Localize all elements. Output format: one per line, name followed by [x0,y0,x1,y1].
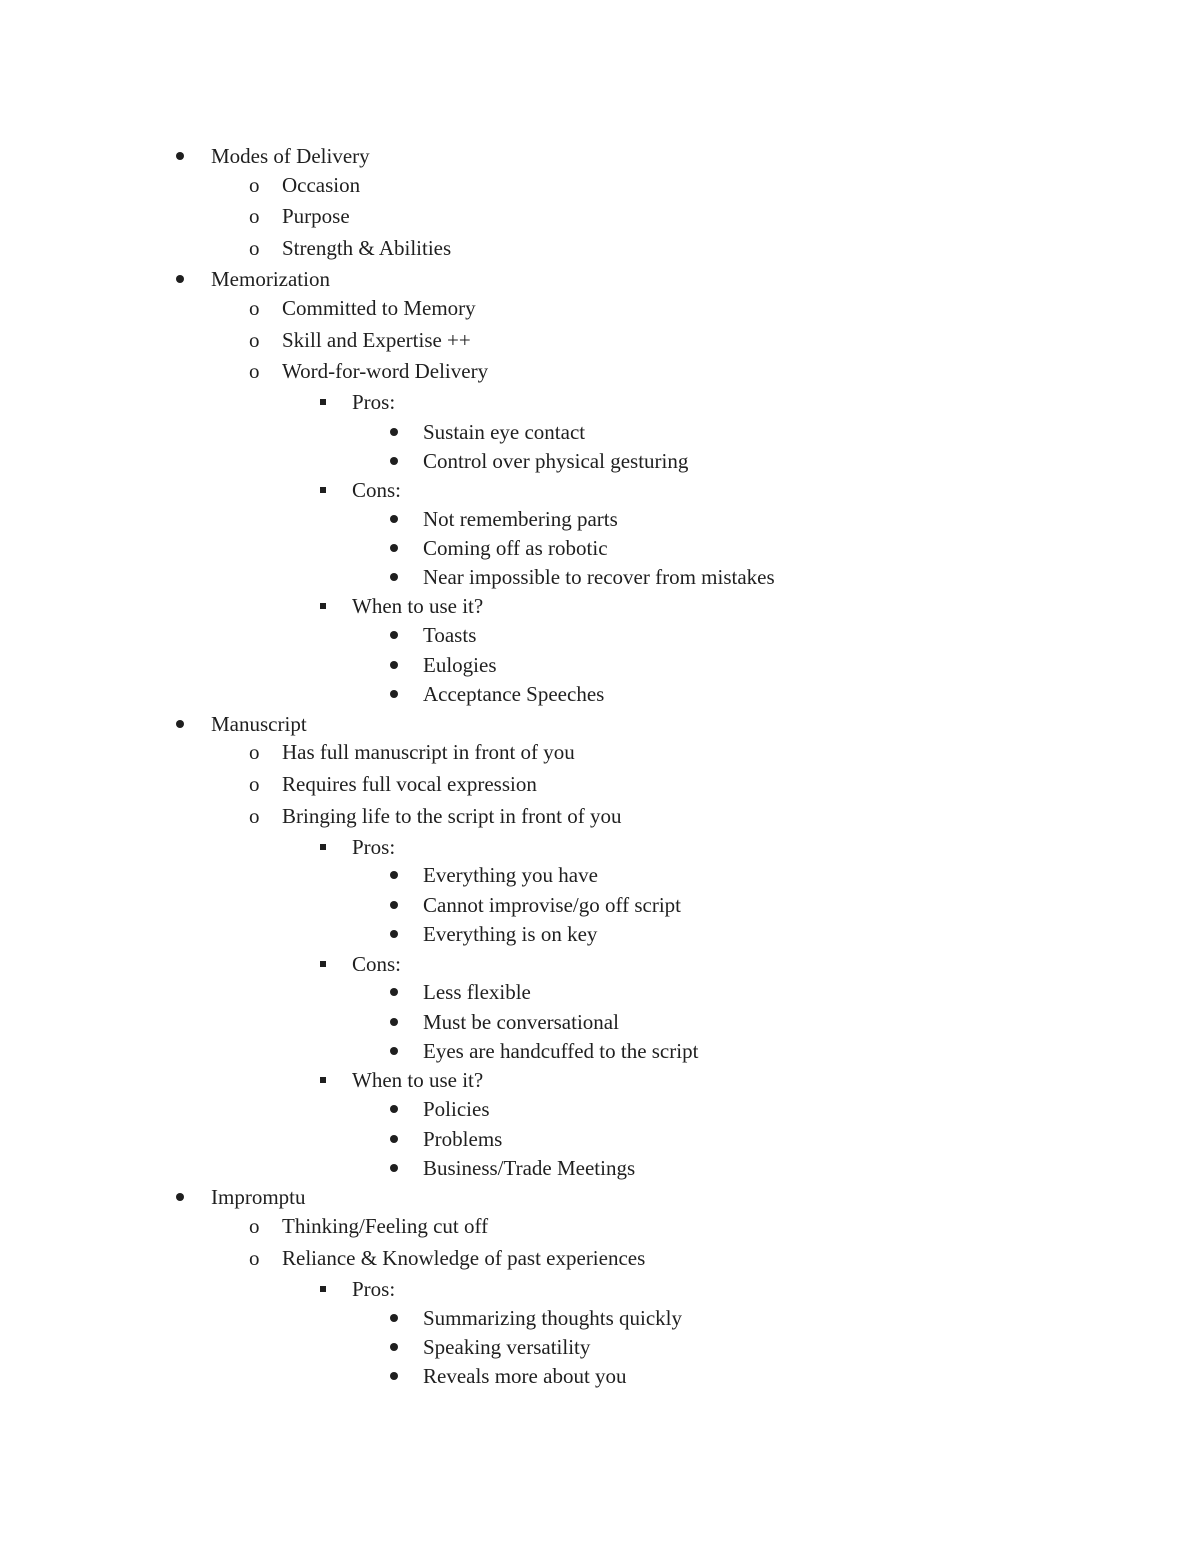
bullet-dot-icon [390,1135,398,1143]
bullet-square-icon [320,1286,326,1292]
outline-item-text: Reveals more about you [423,1364,627,1388]
bullet-circle-icon: o [249,740,260,764]
outline-item-text: Has full manuscript in front of you [282,740,575,764]
bullet-circle-icon: o [249,359,260,383]
bullet-dot-icon [390,1105,398,1113]
bullet-circle-icon: o [249,772,260,796]
outline-item-text: Less flexible [423,980,531,1004]
outline-item-text: Not remembering parts [423,507,618,531]
outline-item-text: Everything is on key [423,922,598,946]
bullet-dot-icon [176,152,184,160]
bullet-dot-icon [390,428,398,436]
bullet-dot-icon [390,1164,398,1172]
bullet-square-icon [320,961,326,967]
bullet-circle-icon: o [249,328,260,352]
outline-item-text: Cons: [352,952,402,976]
bullet-dot-icon [390,690,398,698]
outline-item-text: Word-for-word Delivery [282,359,489,383]
outline-item-text: Eulogies [423,653,497,677]
outline-item-text: Reliance & Knowledge of past experiences [282,1246,646,1270]
outline-item-text: Policies [423,1097,490,1121]
outline-item-text: Near impossible to recover from mistakes [423,565,775,589]
bullet-dot-icon [390,1047,398,1055]
outline-item-text: Speaking versatility [423,1335,591,1359]
outline-item-text: Cannot improvise/go off script [423,893,681,917]
outline-item-text: Summarizing thoughts quickly [423,1306,682,1330]
outline-item-text: Problems [423,1127,503,1151]
outline-item-text: Bringing life to the script in front of you [282,804,622,828]
outline-item-text: Coming off as robotic [423,536,608,560]
outline-item-text: Purpose [282,204,350,228]
outline-item-text: Memorization [211,267,330,291]
bullet-circle-icon: o [249,204,260,228]
bullet-dot-icon [390,1343,398,1351]
bullet-dot-icon [390,1018,398,1026]
outline-item-text: Requires full vocal expression [282,772,537,796]
bullet-circle-icon: o [249,236,260,260]
bullet-square-icon [320,487,326,493]
outline-item-text: Control over physical gesturing [423,449,689,473]
bullet-dot-icon [390,930,398,938]
bullet-square-icon [320,1077,326,1083]
bullet-dot-icon [390,901,398,909]
bullet-square-icon [320,399,326,405]
bullet-dot-icon [390,573,398,581]
outline-item-text: Everything you have [423,863,598,887]
outline-item-text: Business/Trade Meetings [423,1156,636,1180]
outline-item-text: Impromptu [211,1185,306,1209]
bullet-dot-icon [390,988,398,996]
outline-item-text: Eyes are handcuffed to the script [423,1039,699,1063]
bullet-dot-icon [390,457,398,465]
outline-item-text: Committed to Memory [282,296,476,320]
bullet-dot-icon [390,631,398,639]
outline-item-text: Cons: [352,478,402,502]
bullet-dot-icon [390,871,398,879]
bullet-dot-icon [390,1372,398,1380]
outline-item-text: Occasion [282,173,361,197]
outline-item-text: Pros: [352,1277,396,1301]
outline-item-text: When to use it? [352,1068,484,1092]
outline-item-text: Modes of Delivery [211,144,370,168]
bullet-circle-icon: o [249,1214,260,1238]
bullet-circle-icon: o [249,1246,260,1270]
bullet-dot-icon [390,515,398,523]
bullet-dot-icon [176,720,184,728]
outline-item-text: Pros: [352,390,396,414]
outline-item-text: Toasts [423,623,477,647]
bullet-dot-icon [176,1193,184,1201]
outline-item-text: Manuscript [211,712,307,736]
outline-item-text: Acceptance Speeches [423,682,605,706]
bullet-circle-icon: o [249,296,260,320]
bullet-circle-icon: o [249,173,260,197]
bullet-square-icon [320,603,326,609]
bullet-dot-icon [176,275,184,283]
outline-item-text: Thinking/Feeling cut off [282,1214,489,1238]
bullet-dot-icon [390,661,398,669]
outline-item-text: Sustain eye contact [423,420,586,444]
bullet-square-icon [320,844,326,850]
bullet-dot-icon [390,544,398,552]
outline-item-text: When to use it? [352,594,484,618]
outline-item-text: Must be conversational [423,1010,619,1034]
outline-item-text: Strength & Abilities [282,236,452,260]
bullet-dot-icon [390,1314,398,1322]
outline-item-text: Pros: [352,835,396,859]
outline-item-text: Skill and Expertise ++ [282,328,471,352]
bullet-circle-icon: o [249,804,260,828]
